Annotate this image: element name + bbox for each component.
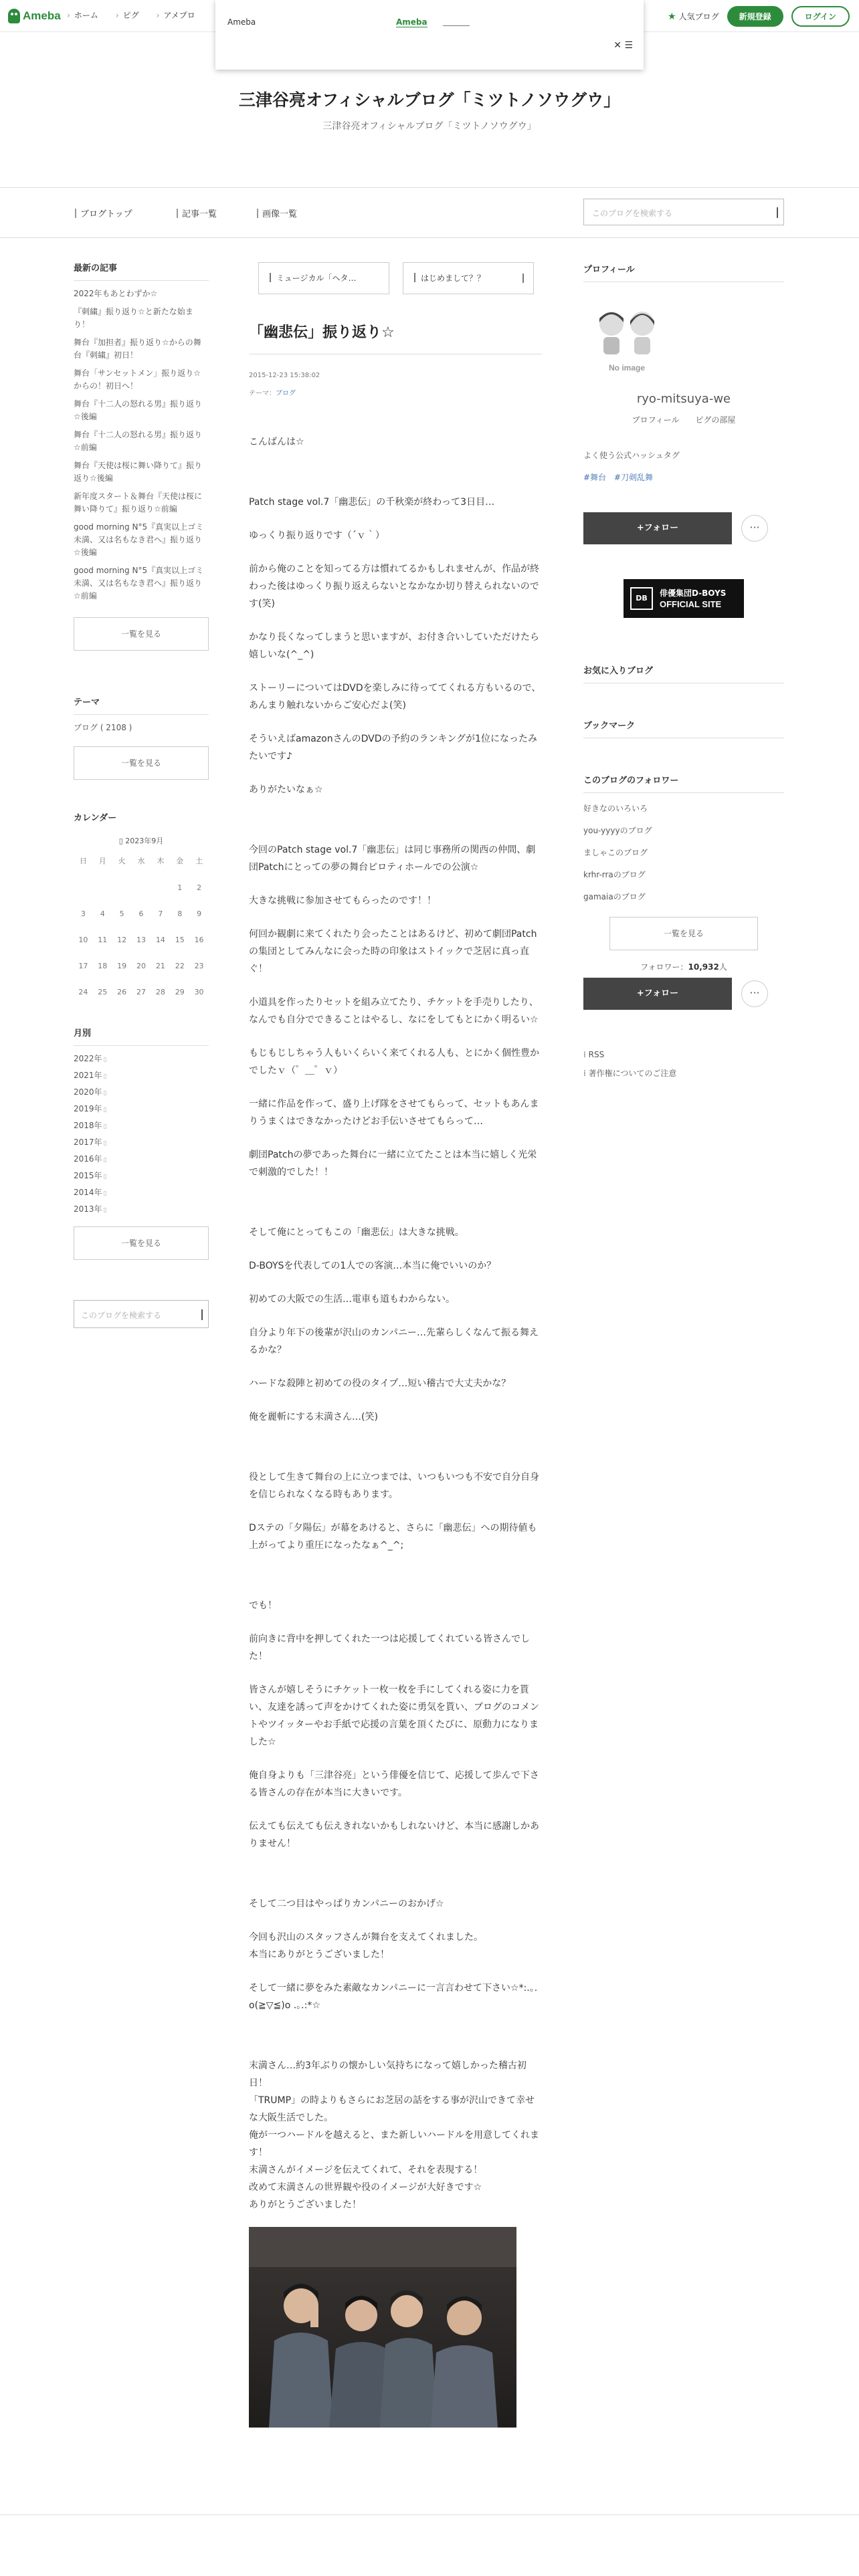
entry-body — [249, 433, 542, 2214]
calendar-date: 12 — [117, 936, 127, 944]
calendar-date: 15 — [175, 936, 185, 944]
calendar-date — [112, 883, 132, 892]
recent-entry-link[interactable]: 2022年もあとわずか☆ — [74, 289, 158, 298]
calendar-weekday: 木 — [157, 857, 165, 865]
entry-paragraph: そして一緒に夢をみた素敵なカンパニーに一言言わせて下さい☆*:.｡. o(≧▽≦)o .｡.:*☆ — [249, 1983, 538, 2011]
login-button[interactable]: ログイン — [791, 6, 850, 27]
profile-heading: プロフィール — [583, 262, 784, 282]
follow-row-bottom — [583, 978, 784, 1010]
entry-paragraph: もじもじしちゃう人もいくらいく来てくれる人も、とにかく個性豊かでしたｖ（゜＿゜ｖ） — [249, 1048, 539, 1076]
archive-year-link[interactable]: 2018年 ▯ — [74, 1117, 209, 1134]
recent-entry-link[interactable]: 『刺繍』振り返り☆と新たな始まり！ — [74, 307, 193, 329]
entry-paragraph: Patch stage vol.7「幽悲伝」の千秋楽が終わって3日目… — [249, 497, 495, 508]
calendar-month-label: 2023年9月 — [125, 837, 164, 845]
calendar-weekday: 金 — [176, 857, 184, 865]
follower-count-unit: 人 — [719, 962, 727, 972]
calendar-date: 2 — [197, 883, 202, 892]
calendar-date: 6 — [138, 909, 144, 918]
calendar-weekday: 月 — [98, 857, 106, 865]
hashtag-heading: よく使う公式ハッシュタグ — [583, 451, 680, 460]
entry-theme-link[interactable]: ブログ — [276, 390, 296, 397]
archive-year-link[interactable]: 2020年 ▯ — [74, 1083, 209, 1100]
calendar-date: 3 — [80, 909, 86, 918]
archive-year-link[interactable]: 2014年 ▯ — [74, 1184, 209, 1200]
left-sidebar — [74, 261, 209, 1328]
follower-blog-link[interactable]: ましゃこのブログ — [583, 848, 648, 857]
global-nav-amepro[interactable]: › アメプロ — [157, 9, 195, 21]
dboys-logo-icon: DB — [630, 587, 653, 610]
follower-blog-link[interactable]: gamaiaのブログ — [583, 892, 646, 901]
global-nav-home[interactable]: › ホーム — [67, 9, 98, 21]
profile-no-image-icon[interactable] — [583, 302, 670, 376]
recent-list — [74, 285, 209, 605]
register-button[interactable]: 新規登録 — [727, 6, 783, 27]
entry-paragraph: 末満さん…約3年ぶりの懐かしい気持ちになって嬉しかった稽古初日！ 「TRUMP」の時よりもさらにお芝居の話をする事が沢山できて幸せな大阪生活でした。 俺が一つハードルを越えると、また新しいハードルを用意してくれます！ 末満さんがイメージを伝えてくれて、それを表現する！ 改めて末満さんの世界観や役のイメージが大好きです☆ ありがとうございました！ — [249, 2060, 539, 2210]
entry-paragraph: 初めての大阪での生活…電車も道もわからない。 — [249, 1294, 455, 1305]
entry-paragraph: 前向きに背中を押してくれた一つは応援してくれている皆さんでした！ — [249, 1634, 530, 1662]
recent-heading: 最新の記事 — [74, 261, 209, 281]
hashtag-touken[interactable]: #刀剣乱舞 — [613, 473, 653, 482]
entry-paragraph: 劇団Patchの夢であった舞台に一緒に立てたことは本当に嬉しく光栄で刺激的でした！！ — [249, 1150, 537, 1178]
sidebar-search-input[interactable]: このブログを検索する — [74, 1300, 209, 1328]
entry-paragraph: ハードな殺陣と初めての役のタイプ…短い稽古で大丈夫かな？ — [249, 1378, 511, 1389]
archive-year-link[interactable]: 2015年 ▯ — [74, 1167, 209, 1184]
blog-owner-id: ryo-mitsuya-we — [636, 392, 731, 406]
entry-theme — [249, 387, 542, 397]
rss-link[interactable] — [583, 1050, 784, 1059]
entry-paragraph: でも！ — [249, 1600, 277, 1611]
calendar-date: 19 — [117, 962, 127, 970]
archive-year-link[interactable]: 2017年 ▯ — [74, 1134, 209, 1150]
follow-button-bottom[interactable]: +フォロー — [583, 978, 732, 1010]
recent-entry-link[interactable]: 舞台『加担者』振り返り☆からの舞台『刺繍』初日！ — [74, 338, 201, 360]
archive-year-link[interactable]: 2013年 ▯ — [74, 1200, 209, 1217]
calendar-date: 9 — [197, 909, 202, 918]
entry-spacer — [249, 2030, 542, 2057]
archive-year-link[interactable]: 2021年 ▯ — [74, 1067, 209, 1083]
follow-button[interactable]: +フォロー — [583, 512, 732, 544]
recent-entry-link[interactable]: 舞台『十二人の怒れる男』振り返り☆後編 — [74, 399, 203, 421]
pigg-room-link[interactable]: ピグの部屋 — [695, 415, 736, 425]
calendar-date: 8 — [177, 909, 183, 918]
prev-entry-button[interactable]: ミュージカル「ヘタ… — [258, 262, 389, 294]
entry-paragraph: 俺自身よりも「三津谷亮」という俳優を信じて、応援して歩んで下さる皆さんの存在が本当に大きいです。 — [249, 1770, 539, 1798]
blog-subtitle: 三津谷亮オフィシャルブログ「ミツトノソウグウ」 — [322, 121, 537, 132]
hashtag-list — [583, 471, 784, 483]
calendar-date: 16 — [194, 936, 204, 944]
archive-year-link[interactable]: 2016年 ▯ — [74, 1150, 209, 1167]
entry-paragraph: Dステの「夕陽伝」が幕をあけると、さらに「幽悲伝」への期待値も上がってより重圧になったなぁ^_^; — [249, 1523, 537, 1551]
calendar-weekday: 土 — [195, 857, 203, 865]
recent-entry-link[interactable]: good morning N°5『真実以上ゴミ未満、又は名もなき君へ』振り返り☆後編 — [74, 522, 204, 557]
calendar-date: 24 — [78, 988, 88, 996]
ameba-logo[interactable] — [8, 7, 61, 25]
calendar-date: 21 — [155, 962, 165, 970]
nav-image-list[interactable]: 画像一覧 — [257, 207, 297, 219]
recent-entry-link[interactable]: 舞台「サンセットメン」振り返り☆からの！初日へ！ — [74, 368, 201, 391]
dboys-banner-line1: 俳優集団D-BOYS — [660, 588, 727, 598]
entry-paragraph: 何回か観劇に来てくれたり会ったことはあるけど、初めて劇団Patchの集団としてみんなに会った時の印象はストイックで芝居に真っ直ぐ！ — [249, 929, 537, 974]
calendar-date — [151, 883, 170, 892]
more-options-icon-bottom[interactable]: ··· — [741, 980, 768, 1007]
entry-spacer — [249, 1868, 542, 1895]
calendar-date: 13 — [136, 936, 146, 944]
calendar-date: 20 — [136, 962, 146, 970]
calendar-weekday: 火 — [118, 857, 126, 865]
entry-paragraph: 大きな挑戦に参加させてもらったのです！！ — [249, 895, 436, 906]
calendar-date: 1 — [177, 883, 183, 892]
entry-spacer — [249, 467, 542, 494]
header-actions — [668, 6, 850, 27]
entry-paragraph: そういえばamazonさんのDVDの予約のランキングが1位になったみたいです♪ — [249, 734, 537, 762]
archive-list — [74, 1050, 209, 1217]
entry-spacer — [249, 1197, 542, 1224]
calendar-weekday: 水 — [137, 857, 145, 865]
follower-count — [583, 961, 784, 972]
popup-brand: Ameba — [227, 17, 256, 27]
calendar-date — [132, 883, 151, 892]
entry-date: 2015-12-23 15:38:02 — [249, 372, 320, 379]
popular-blog-label: 人気ブログ — [678, 12, 719, 21]
calendar-grid — [74, 855, 209, 996]
calendar-prev-icon[interactable]: ▯ — [118, 837, 126, 845]
dboys-banner-line2: OFFICIAL SITE — [660, 599, 722, 609]
entry-paragraph: 皆さんが嬉しそうにチケット一枚一枚を手にしてくれる姿に力を貰い、友達を誘って声をかけてくれた姿に勇気を貰い、ブログのコメントやツイッターやお手紙で応援の言葉を頂くたびに、原動力になりました☆ — [249, 1685, 539, 1747]
nav-entry-list[interactable]: 記事一覧 — [177, 207, 217, 219]
calendar-date: 18 — [98, 962, 108, 970]
rss-label: RSS — [588, 1050, 605, 1059]
theme-item[interactable]: ブログ ( 2108 ) — [74, 723, 132, 732]
entry-paragraph: かなり長くなってしまうと思いますが、お付き合いしていただけたら嬉しいな(^_^) — [249, 632, 539, 660]
hashtag-stage[interactable]: #舞台 — [583, 473, 607, 482]
blog-search-input[interactable]: このブログを検索する — [583, 199, 784, 225]
entry-paragraph: 伝えても伝えても伝えきれないかもしれないけど、本当に感謝しかありません！ — [249, 1821, 539, 1849]
entry-pager — [249, 262, 542, 294]
global-nav-pigg[interactable]: › ピグ — [116, 9, 139, 21]
calendar-date: 25 — [98, 988, 108, 996]
theme-more-button[interactable]: 一覧を見る — [74, 746, 209, 780]
follow-row-top — [583, 512, 784, 544]
followers-heading: このブログのフォロワー — [583, 773, 784, 793]
entry-paragraph: 今回も沢山のスタッフさんが舞台を支えてくれました。 本当にありがとうございました！ — [249, 1932, 483, 1960]
entry-paragraph: こんばんは☆ — [249, 437, 304, 447]
calendar-date: 22 — [175, 962, 185, 970]
calendar-date: 17 — [78, 962, 88, 970]
entry-paragraph: 役として生きて舞台の上に立つまでは、いつもいつも不安で自分自身を信じられなくなる時もあります。 — [249, 1472, 539, 1500]
next-entry-button[interactable]: はじめまして？？ — [403, 262, 534, 294]
calendar-date: 27 — [136, 988, 146, 996]
entry-spacer — [249, 1442, 542, 1469]
copyright-note-link[interactable] — [583, 1067, 784, 1079]
follower-count-value: 10,932 — [688, 962, 719, 972]
entry-photo[interactable] — [249, 2227, 516, 2428]
entry-spacer — [249, 815, 542, 841]
more-options-icon[interactable]: ··· — [741, 515, 768, 542]
blog-nav — [0, 187, 859, 238]
entry-paragraph: ストーリーについてはDVDを楽しみに待っててくれる方もいるので、あんまり触れないからご安心だよ(笑) — [249, 683, 541, 711]
follower-list — [583, 797, 784, 907]
entry-paragraph: 一緒に作品を作って、盛り上げ隊をさせてもらって、セットもあんまりうまくはできなかったけどお手伝いさせてもらって… — [249, 1099, 539, 1127]
entry-paragraph: 今回のPatch stage vol.7「幽悲伝」は同じ事務所の関西の仲間、劇団Patchにとっての夢の舞台ピロティホールでの公演☆ — [249, 845, 536, 873]
theme-heading: テーマ — [74, 695, 209, 715]
calendar-date — [74, 883, 93, 892]
follower-blog-link[interactable]: you-yyyyのブログ — [583, 826, 652, 835]
calendar-date — [93, 883, 112, 892]
follower-blog-link[interactable]: 好きなのいろいろ — [583, 804, 648, 813]
entry-paragraph: ありがたいなぁ☆ — [249, 784, 323, 795]
star-icon: ★ — [668, 11, 676, 22]
copyright-label: 著作権についてのご注意 — [588, 1069, 677, 1078]
popup-close-icon[interactable]: ✕ ☰ — [613, 40, 633, 51]
ameba-popup — [215, 0, 644, 70]
calendar-date: 14 — [155, 936, 165, 944]
popup-link[interactable]: Ameba — [396, 17, 427, 27]
recent-entry-link[interactable]: 新年度スタート＆舞台『天使は桜に舞い降りて』振り返り☆前編 — [74, 492, 203, 514]
calendar-month[interactable] — [74, 835, 209, 846]
calendar-heading: カレンダー — [74, 813, 117, 823]
popular-blog-link[interactable] — [668, 11, 719, 22]
archive-year-link[interactable]: 2019年 ▯ — [74, 1100, 209, 1117]
calendar-date: 29 — [175, 988, 185, 996]
blog-title[interactable]: 三津谷亮オフィシャルブログ「ミツトノソウグウ」 — [238, 90, 621, 110]
entry-theme-label: テーマ： — [249, 390, 276, 397]
calendar-date: 26 — [117, 988, 127, 996]
no-image-label: No image — [608, 363, 646, 372]
archive-year-link[interactable]: 2022年 ▯ — [74, 1050, 209, 1067]
global-nav — [67, 9, 195, 21]
copyright-icon: ⁞ — [583, 1069, 589, 1078]
ameba-logo-icon — [8, 9, 20, 23]
calendar-date: 4 — [100, 909, 105, 918]
calendar-date: 23 — [194, 962, 204, 970]
entry-spacer — [249, 1570, 542, 1597]
calendar-date: 11 — [98, 936, 108, 944]
calendar-date: 7 — [158, 909, 163, 918]
entry-title[interactable]: 「幽悲伝」振り返り☆ — [249, 321, 542, 354]
calendar-date: 10 — [78, 936, 88, 944]
entry-main — [249, 262, 542, 2428]
entry-paragraph: D-BOYSを代表しての1人での客演…本当に俺でいいのか？ — [249, 1261, 496, 1271]
recent-entry-link[interactable]: good morning N°5『真実以上ゴミ未満、又は名もなき君へ』振り返り☆前編 — [74, 566, 204, 601]
calendar-date: 5 — [119, 909, 124, 918]
footer-divider — [0, 2514, 859, 2515]
calendar-weekday: 日 — [79, 857, 87, 865]
recent-entry-link[interactable]: 舞台『天使は桜に舞い降りて』振り返り☆後編 — [74, 461, 203, 483]
rss-icon: ⁞ — [583, 1050, 589, 1059]
bookmark-heading: ブックマーク — [583, 718, 784, 738]
archive-more-button[interactable]: 一覧を見る — [74, 1226, 209, 1260]
profile-links — [583, 414, 784, 425]
followers-more-button[interactable]: 一覧を見る — [609, 917, 758, 950]
calendar-date: 30 — [194, 988, 204, 996]
archive-heading: 月別 — [74, 1026, 209, 1046]
right-sidebar — [583, 262, 784, 1079]
entry-paragraph: 前から俺のことを知ってる方は慣れてるかもしれませんが、作品が終わった後はゆっくり振り返えらないとなかなか切り替えられないのです(笑) — [249, 564, 539, 609]
recent-more-button[interactable]: 一覧を見る — [74, 617, 209, 651]
entry-paragraph: 小道具を作ったりセットを組み立てたり、チケットを手売りしたり、なんでも自分でできることはやるし、なにをしてもとにかく明るい☆ — [249, 997, 539, 1025]
nav-blog-top[interactable]: ブログトップ — [75, 207, 132, 219]
dboys-banner[interactable] — [624, 579, 744, 618]
profile-link[interactable]: プロフィール — [632, 415, 680, 425]
follower-blog-link[interactable]: krhr-rraのブログ — [583, 870, 646, 879]
popup-divider — [443, 25, 470, 26]
recent-entry-link[interactable]: 舞台『十二人の怒れる男』振り返り☆前編 — [74, 430, 203, 452]
entry-paragraph: そして俺にとってもこの「幽悲伝」は大きな挑戦。 — [249, 1227, 464, 1238]
ameba-logo-text: Ameba — [23, 9, 61, 22]
entry-paragraph: そして二つ目はやっぱりカンパニーのおかげ☆ — [249, 1899, 444, 1909]
entry-paragraph: ゆっくり振り返りです（´ｖ｀） — [249, 530, 385, 541]
calendar-date: 28 — [155, 988, 165, 996]
favorite-blogs-heading: お気に入りブログ — [583, 663, 784, 683]
entry-paragraph: 自分より年下の後輩が沢山のカンパニー…先輩らしくなんて振る舞えるかな？ — [249, 1327, 539, 1356]
follower-count-label: フォロワー： — [640, 962, 688, 972]
entry-paragraph: 俺を麗斬にする末満さん…(笑) — [249, 1412, 378, 1422]
